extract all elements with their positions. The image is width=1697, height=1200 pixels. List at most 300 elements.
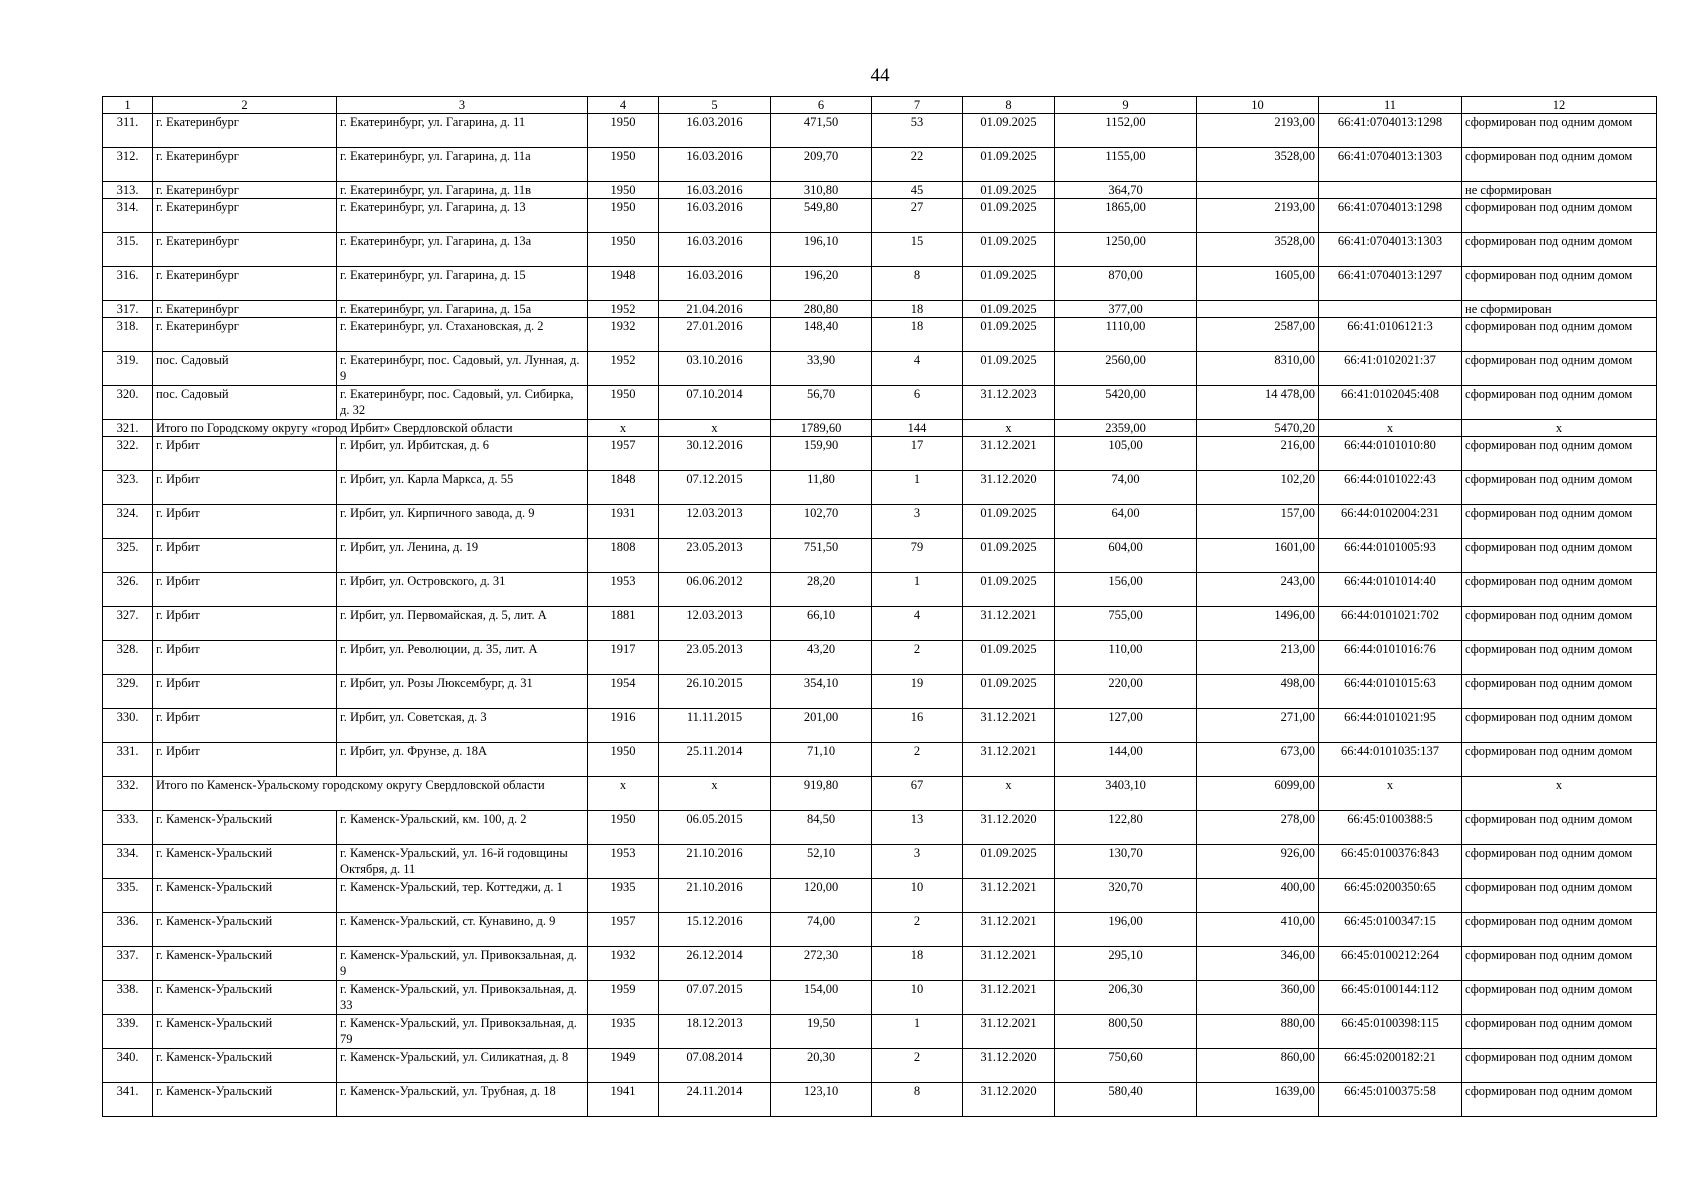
land-area-cell: 1110,00 xyxy=(1055,318,1197,352)
cadastral-number-cell: 66:44:0101021:95 xyxy=(1319,709,1462,743)
date-cell: 16.03.2016 xyxy=(659,199,771,233)
locality-cell: г. Каменск-Уральский xyxy=(153,879,337,913)
table-row xyxy=(103,318,1657,352)
table-row xyxy=(103,743,1657,777)
plot-area-cell: 1496,00 xyxy=(1197,607,1319,641)
date-cell: 21.10.2016 xyxy=(659,845,771,879)
deadline-cell: 31.12.2021 xyxy=(963,913,1055,947)
plot-status-cell: сформирован под одним домом xyxy=(1462,148,1657,182)
area-cell: 74,00 xyxy=(771,913,872,947)
year-cell: 1959 xyxy=(588,981,659,1015)
table-row xyxy=(103,114,1657,148)
residents-cell: 17 xyxy=(872,437,963,471)
date-cell: 15.12.2016 xyxy=(659,913,771,947)
table-body xyxy=(103,97,1657,1117)
year-cell: 1957 xyxy=(588,913,659,947)
area-cell: 209,70 xyxy=(771,148,872,182)
year-cell: 1950 xyxy=(588,233,659,267)
plot-area-cell: 157,00 xyxy=(1197,505,1319,539)
deadline-cell: 31.12.2023 xyxy=(963,386,1055,420)
residents-cell: 45 xyxy=(872,182,963,199)
address-cell: г. Каменск-Уральский, ст. Кунавино, д. 9 xyxy=(337,913,588,947)
area-cell: 751,50 xyxy=(771,539,872,573)
residents-cell: 10 xyxy=(872,981,963,1015)
row-number: 323. xyxy=(103,471,153,505)
table-row xyxy=(103,1083,1657,1117)
address-cell: г. Екатеринбург, ул. Гагарина, д. 15 xyxy=(337,267,588,301)
date-cell: 12.03.2013 xyxy=(659,505,771,539)
residents-cell: 18 xyxy=(872,301,963,318)
year-cell: 1941 xyxy=(588,1083,659,1117)
deadline-cell: 31.12.2021 xyxy=(963,709,1055,743)
column-header: 3 xyxy=(337,97,588,114)
year-cell: 1953 xyxy=(588,573,659,607)
plot-status-cell: сформирован под одним домом xyxy=(1462,1015,1657,1049)
table-row xyxy=(103,233,1657,267)
plot-area-cell: 410,00 xyxy=(1197,913,1319,947)
deadline-cell: 01.09.2025 xyxy=(963,675,1055,709)
land-area-cell: 127,00 xyxy=(1055,709,1197,743)
residents-cell: 18 xyxy=(872,318,963,352)
residents-cell: 67 xyxy=(872,777,963,811)
row-number: 341. xyxy=(103,1083,153,1117)
residents-cell: 22 xyxy=(872,148,963,182)
address-cell: г. Ирбит, ул. Ленина, д. 19 xyxy=(337,539,588,573)
address-cell: г. Каменск-Уральский, ул. 16-й годовщины Октября, д. 11 xyxy=(337,845,588,879)
locality-cell: г. Ирбит xyxy=(153,471,337,505)
plot-area-cell: 360,00 xyxy=(1197,981,1319,1015)
table-row xyxy=(103,641,1657,675)
table-row xyxy=(103,981,1657,1015)
year-cell: 1949 xyxy=(588,1049,659,1083)
area-cell: 19,50 xyxy=(771,1015,872,1049)
locality-cell: г. Каменск-Уральский xyxy=(153,1083,337,1117)
plot-area-cell: 3528,00 xyxy=(1197,148,1319,182)
plot-status-cell: сформирован под одним домом xyxy=(1462,267,1657,301)
locality-cell: г. Каменск-Уральский xyxy=(153,1015,337,1049)
residents-cell: 10 xyxy=(872,879,963,913)
area-cell: 123,10 xyxy=(771,1083,872,1117)
plot-status-cell: сформирован под одним домом xyxy=(1462,947,1657,981)
area-cell: 280,80 xyxy=(771,301,872,318)
date-cell: 30.12.2016 xyxy=(659,437,771,471)
plot-area-cell: 8310,00 xyxy=(1197,352,1319,386)
row-number: 320. xyxy=(103,386,153,420)
table-row xyxy=(103,182,1657,199)
land-area-cell: 196,00 xyxy=(1055,913,1197,947)
residents-cell: 1 xyxy=(872,573,963,607)
deadline-cell: 31.12.2021 xyxy=(963,437,1055,471)
date-cell: 11.11.2015 xyxy=(659,709,771,743)
row-number: 332. xyxy=(103,777,153,811)
column-header: 5 xyxy=(659,97,771,114)
year-cell: 1954 xyxy=(588,675,659,709)
deadline-cell: 31.12.2021 xyxy=(963,981,1055,1015)
area-cell: 11,80 xyxy=(771,471,872,505)
row-number: 336. xyxy=(103,913,153,947)
locality-cell: г. Екатеринбург xyxy=(153,182,337,199)
land-area-cell: 1152,00 xyxy=(1055,114,1197,148)
cadastral-number-cell: 66:41:0704013:1298 xyxy=(1319,199,1462,233)
address-cell: г. Ирбит, ул. Революции, д. 35, лит. А xyxy=(337,641,588,675)
land-area-cell: 580,40 xyxy=(1055,1083,1197,1117)
page-number: 44 xyxy=(870,65,890,86)
cadastral-number-cell: 66:44:0101010:80 xyxy=(1319,437,1462,471)
column-number-row xyxy=(103,97,1657,114)
plot-status-cell: сформирован под одним домом xyxy=(1462,114,1657,148)
row-number: 319. xyxy=(103,352,153,386)
row-number: 316. xyxy=(103,267,153,301)
date-cell: 07.07.2015 xyxy=(659,981,771,1015)
cadastral-number-cell: x xyxy=(1319,420,1462,437)
land-area-cell: 2560,00 xyxy=(1055,352,1197,386)
housing-registry-table xyxy=(102,96,1657,1117)
address-cell: г. Екатеринбург, ул. Гагарина, д. 13а xyxy=(337,233,588,267)
row-number: 331. xyxy=(103,743,153,777)
deadline-cell: 01.09.2025 xyxy=(963,505,1055,539)
locality-cell: г. Ирбит xyxy=(153,641,337,675)
cadastral-number-cell: 66:45:0100144:112 xyxy=(1319,981,1462,1015)
year-cell: 1950 xyxy=(588,199,659,233)
row-number: 322. xyxy=(103,437,153,471)
area-cell: 1789,60 xyxy=(771,420,872,437)
plot-area-cell: 673,00 xyxy=(1197,743,1319,777)
area-cell: 52,10 xyxy=(771,845,872,879)
locality-cell: г. Ирбит xyxy=(153,573,337,607)
row-number: 324. xyxy=(103,505,153,539)
area-cell: 84,50 xyxy=(771,811,872,845)
address-cell: г. Каменск-Уральский, ул. Трубная, д. 18 xyxy=(337,1083,588,1117)
land-area-cell: 130,70 xyxy=(1055,845,1197,879)
date-cell: 21.10.2016 xyxy=(659,879,771,913)
year-cell: 1935 xyxy=(588,879,659,913)
cadastral-number-cell: 66:45:0100376:843 xyxy=(1319,845,1462,879)
cadastral-number-cell: 66:44:0101015:63 xyxy=(1319,675,1462,709)
date-cell: 27.01.2016 xyxy=(659,318,771,352)
residents-cell: 2 xyxy=(872,743,963,777)
plot-area-cell: 243,00 xyxy=(1197,573,1319,607)
table-row xyxy=(103,1015,1657,1049)
deadline-cell: 01.09.2025 xyxy=(963,318,1055,352)
address-cell: г. Екатеринбург, ул. Гагарина, д. 11 xyxy=(337,114,588,148)
table-row xyxy=(103,845,1657,879)
residents-cell: 2 xyxy=(872,641,963,675)
column-header: 11 xyxy=(1319,97,1462,114)
locality-cell: г. Каменск-Уральский xyxy=(153,981,337,1015)
column-header: 6 xyxy=(771,97,872,114)
cadastral-number-cell: 66:45:0100388:5 xyxy=(1319,811,1462,845)
area-cell: 549,80 xyxy=(771,199,872,233)
locality-cell: г. Каменск-Уральский xyxy=(153,913,337,947)
cadastral-number-cell: 66:41:0704013:1298 xyxy=(1319,114,1462,148)
year-cell: 1932 xyxy=(588,947,659,981)
land-area-cell: 364,70 xyxy=(1055,182,1197,199)
land-area-cell: 3403,10 xyxy=(1055,777,1197,811)
address-cell: г. Екатеринбург, пос. Садовый, ул. Лунная, д. 9 xyxy=(337,352,588,386)
address-cell: г. Ирбит, ул. Советская, д. 3 xyxy=(337,709,588,743)
plot-status-cell: сформирован под одним домом xyxy=(1462,981,1657,1015)
land-area-cell: 105,00 xyxy=(1055,437,1197,471)
cadastral-number-cell: 66:44:0101022:43 xyxy=(1319,471,1462,505)
locality-cell: г. Ирбит xyxy=(153,709,337,743)
cadastral-number-cell: 66:41:0704013:1297 xyxy=(1319,267,1462,301)
land-area-cell: 74,00 xyxy=(1055,471,1197,505)
locality-cell: г. Екатеринбург xyxy=(153,114,337,148)
cadastral-number-cell: 66:44:0101005:93 xyxy=(1319,539,1462,573)
row-number: 335. xyxy=(103,879,153,913)
plot-area-cell: 6099,00 xyxy=(1197,777,1319,811)
date-cell: 16.03.2016 xyxy=(659,233,771,267)
cadastral-number-cell: 66:45:0100375:58 xyxy=(1319,1083,1462,1117)
year-cell: 1808 xyxy=(588,539,659,573)
address-cell: г. Ирбит, ул. Кирпичного завода, д. 9 xyxy=(337,505,588,539)
plot-status-cell: сформирован под одним домом xyxy=(1462,386,1657,420)
deadline-cell: 31.12.2021 xyxy=(963,607,1055,641)
locality-cell: г. Ирбит xyxy=(153,437,337,471)
plot-status-cell: сформирован под одним домом xyxy=(1462,539,1657,573)
address-cell: г. Каменск-Уральский, тер. Коттеджи, д. 1 xyxy=(337,879,588,913)
residents-cell: 6 xyxy=(872,386,963,420)
year-cell: 1948 xyxy=(588,267,659,301)
residents-cell: 8 xyxy=(872,267,963,301)
area-cell: 201,00 xyxy=(771,709,872,743)
date-cell: 16.03.2016 xyxy=(659,182,771,199)
area-cell: 354,10 xyxy=(771,675,872,709)
row-number: 318. xyxy=(103,318,153,352)
plot-area-cell: 216,00 xyxy=(1197,437,1319,471)
cadastral-number-cell: 66:41:0102045:408 xyxy=(1319,386,1462,420)
column-header: 12 xyxy=(1462,97,1657,114)
residents-cell: 13 xyxy=(872,811,963,845)
date-cell: 18.12.2013 xyxy=(659,1015,771,1049)
row-number: 330. xyxy=(103,709,153,743)
land-area-cell: 110,00 xyxy=(1055,641,1197,675)
address-cell: г. Ирбит, ул. Розы Люксембург, д. 31 xyxy=(337,675,588,709)
row-number: 311. xyxy=(103,114,153,148)
subtotal-label: Итого по Городскому округу «город Ирбит» Свердловской области xyxy=(153,420,588,437)
year-cell: 1916 xyxy=(588,709,659,743)
date-cell: x xyxy=(659,420,771,437)
table-row xyxy=(103,675,1657,709)
deadline-cell: 31.12.2020 xyxy=(963,1049,1055,1083)
area-cell: 71,10 xyxy=(771,743,872,777)
area-cell: 43,20 xyxy=(771,641,872,675)
date-cell: 07.12.2015 xyxy=(659,471,771,505)
year-cell: 1950 xyxy=(588,386,659,420)
deadline-cell: 01.09.2025 xyxy=(963,199,1055,233)
area-cell: 471,50 xyxy=(771,114,872,148)
date-cell: 16.03.2016 xyxy=(659,148,771,182)
locality-cell: г. Каменск-Уральский xyxy=(153,845,337,879)
address-cell: г. Каменск-Уральский, км. 100, д. 2 xyxy=(337,811,588,845)
plot-area-cell: 2193,00 xyxy=(1197,114,1319,148)
area-cell: 66,10 xyxy=(771,607,872,641)
land-area-cell: 750,60 xyxy=(1055,1049,1197,1083)
land-area-cell: 377,00 xyxy=(1055,301,1197,318)
year-cell: 1932 xyxy=(588,318,659,352)
residents-cell: 1 xyxy=(872,471,963,505)
address-cell: г. Екатеринбург, ул. Гагарина, д. 11а xyxy=(337,148,588,182)
plot-status-cell: не сформирован xyxy=(1462,182,1657,199)
plot-status-cell: сформирован под одним домом xyxy=(1462,607,1657,641)
table-row xyxy=(103,199,1657,233)
residents-cell: 1 xyxy=(872,1015,963,1049)
table-row xyxy=(103,573,1657,607)
row-number: 312. xyxy=(103,148,153,182)
plot-area-cell: 400,00 xyxy=(1197,879,1319,913)
plot-status-cell: сформирован под одним домом xyxy=(1462,709,1657,743)
residents-cell: 19 xyxy=(872,675,963,709)
deadline-cell: 01.09.2025 xyxy=(963,573,1055,607)
land-area-cell: 295,10 xyxy=(1055,947,1197,981)
date-cell: 07.08.2014 xyxy=(659,1049,771,1083)
land-area-cell: 144,00 xyxy=(1055,743,1197,777)
locality-cell: пос. Садовый xyxy=(153,352,337,386)
row-number: 326. xyxy=(103,573,153,607)
deadline-cell: 01.09.2025 xyxy=(963,845,1055,879)
table-row xyxy=(103,709,1657,743)
locality-cell: г. Каменск-Уральский xyxy=(153,811,337,845)
area-cell: 196,20 xyxy=(771,267,872,301)
date-cell: 25.11.2014 xyxy=(659,743,771,777)
table-row xyxy=(103,777,1657,811)
locality-cell: г. Екатеринбург xyxy=(153,199,337,233)
area-cell: 148,40 xyxy=(771,318,872,352)
locality-cell: г. Ирбит xyxy=(153,743,337,777)
land-area-cell: 1250,00 xyxy=(1055,233,1197,267)
table-row xyxy=(103,386,1657,420)
land-area-cell: 320,70 xyxy=(1055,879,1197,913)
column-header: 10 xyxy=(1197,97,1319,114)
plot-status-cell: сформирован под одним домом xyxy=(1462,437,1657,471)
plot-status-cell: сформирован под одним домом xyxy=(1462,845,1657,879)
date-cell: 26.10.2015 xyxy=(659,675,771,709)
plot-status-cell: сформирован под одним домом xyxy=(1462,199,1657,233)
cadastral-number-cell: 66:41:0704013:1303 xyxy=(1319,148,1462,182)
area-cell: 196,10 xyxy=(771,233,872,267)
area-cell: 120,00 xyxy=(771,879,872,913)
cadastral-number-cell: 66:44:0101021:702 xyxy=(1319,607,1462,641)
residents-cell: 2 xyxy=(872,913,963,947)
cadastral-number-cell: 66:45:0200350:65 xyxy=(1319,879,1462,913)
plot-area-cell: 346,00 xyxy=(1197,947,1319,981)
row-number: 339. xyxy=(103,1015,153,1049)
land-area-cell: 64,00 xyxy=(1055,505,1197,539)
plot-area-cell: 880,00 xyxy=(1197,1015,1319,1049)
residents-cell: 8 xyxy=(872,1083,963,1117)
plot-area-cell: 271,00 xyxy=(1197,709,1319,743)
cadastral-number-cell: 66:44:0101014:40 xyxy=(1319,573,1462,607)
plot-status-cell: x xyxy=(1462,420,1657,437)
residents-cell: 18 xyxy=(872,947,963,981)
address-cell: г. Каменск-Уральский, ул. Привокзальная, д. 9 xyxy=(337,947,588,981)
locality-cell: г. Екатеринбург xyxy=(153,301,337,318)
land-area-cell: 2359,00 xyxy=(1055,420,1197,437)
residents-cell: 4 xyxy=(872,607,963,641)
area-cell: 154,00 xyxy=(771,981,872,1015)
locality-cell: г. Екатеринбург xyxy=(153,233,337,267)
year-cell: 1917 xyxy=(588,641,659,675)
land-area-cell: 156,00 xyxy=(1055,573,1197,607)
plot-area-cell: 860,00 xyxy=(1197,1049,1319,1083)
plot-status-cell: сформирован под одним домом xyxy=(1462,675,1657,709)
residents-cell: 4 xyxy=(872,352,963,386)
land-area-cell: 604,00 xyxy=(1055,539,1197,573)
row-number: 321. xyxy=(103,420,153,437)
plot-status-cell: сформирован под одним домом xyxy=(1462,471,1657,505)
land-area-cell: 870,00 xyxy=(1055,267,1197,301)
address-cell: г. Ирбит, ул. Ирбитская, д. 6 xyxy=(337,437,588,471)
area-cell: 102,70 xyxy=(771,505,872,539)
table-row xyxy=(103,811,1657,845)
date-cell: 12.03.2013 xyxy=(659,607,771,641)
column-header: 1 xyxy=(103,97,153,114)
deadline-cell: 31.12.2021 xyxy=(963,743,1055,777)
cadastral-number-cell: 66:41:0704013:1303 xyxy=(1319,233,1462,267)
date-cell: 03.10.2016 xyxy=(659,352,771,386)
date-cell: 23.05.2013 xyxy=(659,539,771,573)
deadline-cell: 01.09.2025 xyxy=(963,641,1055,675)
column-header: 4 xyxy=(588,97,659,114)
address-cell: г. Екатеринбург, пос. Садовый, ул. Сибирка, д. 32 xyxy=(337,386,588,420)
residents-cell: 79 xyxy=(872,539,963,573)
cadastral-number-cell xyxy=(1319,301,1462,318)
cadastral-number-cell: 66:45:0100212:264 xyxy=(1319,947,1462,981)
cadastral-number-cell: 66:45:0200182:21 xyxy=(1319,1049,1462,1083)
date-cell: 06.05.2015 xyxy=(659,811,771,845)
table-row xyxy=(103,267,1657,301)
area-cell: 28,20 xyxy=(771,573,872,607)
residents-cell: 27 xyxy=(872,199,963,233)
table-row xyxy=(103,879,1657,913)
area-cell: 33,90 xyxy=(771,352,872,386)
column-header: 9 xyxy=(1055,97,1197,114)
land-area-cell: 800,50 xyxy=(1055,1015,1197,1049)
deadline-cell: 31.12.2020 xyxy=(963,811,1055,845)
address-cell: г. Ирбит, ул. Первомайская, д. 5, лит. А xyxy=(337,607,588,641)
year-cell: 1881 xyxy=(588,607,659,641)
locality-cell: г. Ирбит xyxy=(153,505,337,539)
year-cell: 1931 xyxy=(588,505,659,539)
address-cell: г. Каменск-Уральский, ул. Привокзальная, д. 33 xyxy=(337,981,588,1015)
plot-area-cell: 1605,00 xyxy=(1197,267,1319,301)
row-number: 327. xyxy=(103,607,153,641)
address-cell: г. Ирбит, ул. Карла Маркса, д. 55 xyxy=(337,471,588,505)
locality-cell: г. Ирбит xyxy=(153,607,337,641)
address-cell: г. Екатеринбург, ул. Гагарина, д. 11в xyxy=(337,182,588,199)
cadastral-number-cell: 66:45:0100398:115 xyxy=(1319,1015,1462,1049)
residents-cell: 2 xyxy=(872,1049,963,1083)
year-cell: 1848 xyxy=(588,471,659,505)
area-cell: 310,80 xyxy=(771,182,872,199)
row-number: 340. xyxy=(103,1049,153,1083)
row-number: 333. xyxy=(103,811,153,845)
table-row xyxy=(103,301,1657,318)
table-row xyxy=(103,947,1657,981)
deadline-cell: 31.12.2020 xyxy=(963,1083,1055,1117)
plot-status-cell: сформирован под одним домом xyxy=(1462,1083,1657,1117)
plot-status-cell: сформирован под одним домом xyxy=(1462,879,1657,913)
land-area-cell: 1155,00 xyxy=(1055,148,1197,182)
date-cell: 06.06.2012 xyxy=(659,573,771,607)
deadline-cell: 31.12.2021 xyxy=(963,1015,1055,1049)
plot-area-cell: 3528,00 xyxy=(1197,233,1319,267)
deadline-cell: 01.09.2025 xyxy=(963,182,1055,199)
row-number: 334. xyxy=(103,845,153,879)
plot-area-cell: 1639,00 xyxy=(1197,1083,1319,1117)
cadastral-number-cell xyxy=(1319,182,1462,199)
year-cell: 1952 xyxy=(588,352,659,386)
